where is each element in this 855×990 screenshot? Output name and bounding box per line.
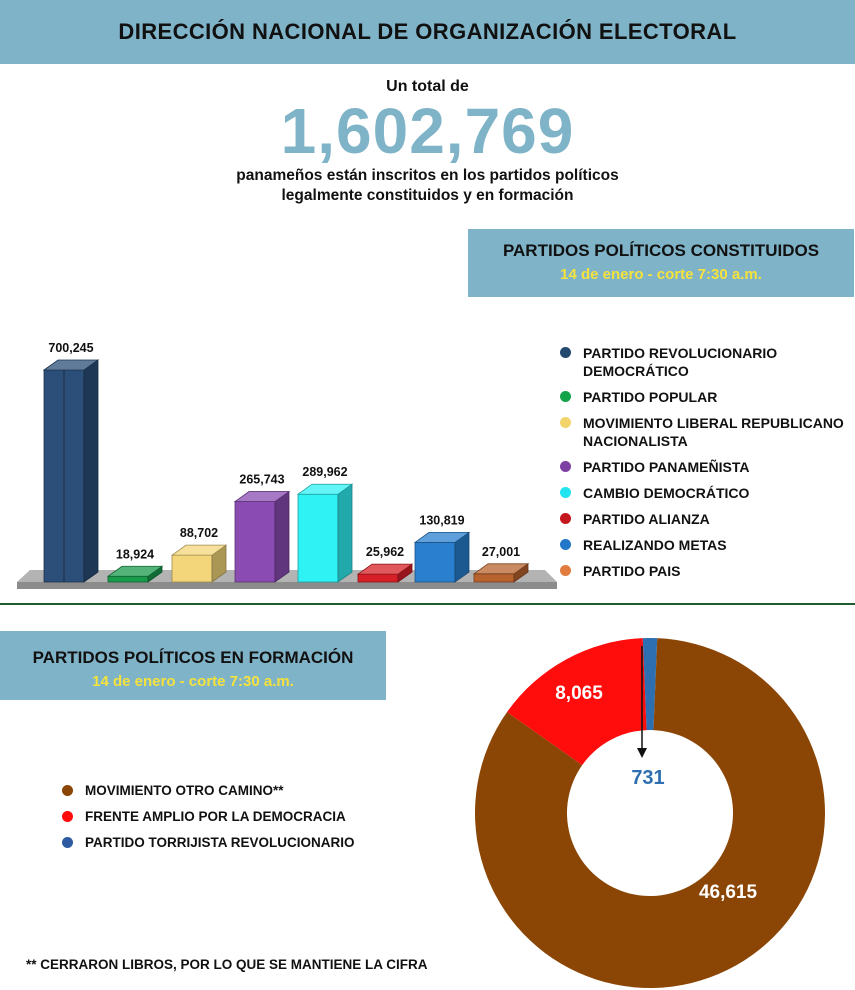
- legend-label: MOVIMIENTO OTRO CAMINO**: [85, 783, 284, 798]
- bar-value-label: 289,962: [302, 465, 348, 480]
- constituidos-legend-item-cambio-democratico: [560, 484, 850, 502]
- constituidos-title-box: [468, 229, 854, 297]
- constituidos-date: 14 de enero - corte 7:30 a.m.: [560, 266, 762, 283]
- total-description-line-2: legalmente constituidos y en formación: [281, 187, 574, 204]
- bar-value-label: 130,819: [419, 513, 465, 528]
- constituidos-legend-item-partido-revolucionario-democratico: [560, 344, 850, 380]
- legend-marker: [62, 811, 73, 822]
- legend-label: MOVIMIENTO LIBERAL REPUBLICANO NACIONALISTA: [583, 415, 844, 449]
- bar-cambio-democratico: [298, 484, 352, 582]
- header-title: DIRECCIÓN NACIONAL DE ORGANIZACIÓN ELECTORAL: [118, 19, 737, 44]
- bar-partido-panamenista: [235, 492, 289, 582]
- bar-partido-revolucionario-democratico: [44, 360, 98, 582]
- legend-marker: [560, 347, 571, 358]
- donut-value-label: 8,065: [555, 683, 603, 704]
- legend-marker: [560, 391, 571, 402]
- legend-label: PARTIDO POPULAR: [583, 389, 718, 405]
- bar-value-label: 265,743: [239, 472, 285, 487]
- formacion-legend-item-movimiento-otro-camino: [62, 782, 422, 800]
- bar-value-label: 25,962: [365, 545, 405, 560]
- legend-marker: [62, 785, 73, 796]
- footnote: ** CERRARON LIBROS, POR LO QUE SE MANTIENE LA CIFRA: [26, 957, 428, 972]
- constituidos-legend-item-partido-popular: [560, 388, 850, 406]
- legend-marker: [62, 837, 73, 848]
- formacion-date: 14 de enero - corte 7:30 a.m.: [92, 673, 294, 690]
- constituidos-title: PARTIDOS POLÍTICOS CONSTITUIDOS: [502, 241, 820, 260]
- constituidos-legend-item-realizando-metas: [560, 536, 850, 554]
- constituidos-legend-item-partido-pais: [560, 562, 850, 580]
- header-banner: [0, 0, 855, 64]
- bar-value-label: 88,702: [179, 526, 219, 541]
- formacion-donut-chart: [470, 630, 855, 990]
- bar-value-label: 27,001: [481, 544, 521, 559]
- constituidos-legend: [560, 344, 850, 588]
- legend-label: FRENTE AMPLIO POR LA DEMOCRACIA: [85, 809, 346, 824]
- bar-movimiento-liberal-republicano-nacionalista: [172, 545, 226, 582]
- formacion-legend-item-partido-torrijista-revolucionario: [62, 834, 422, 852]
- legend-marker: [560, 513, 571, 524]
- legend-label: REALIZANDO METAS: [583, 537, 727, 553]
- section-divider: [0, 603, 855, 605]
- total-number: 1,602,769: [280, 95, 575, 167]
- constituidos-legend-item-partido-panamenista: [560, 458, 850, 476]
- bar-value-label: 18,924: [115, 547, 155, 562]
- formacion-legend: [62, 782, 422, 860]
- bar-realizando-metas: [415, 532, 469, 582]
- formacion-title: PARTIDOS POLÍTICOS EN FORMACIÓN: [32, 648, 354, 667]
- legend-marker: [560, 565, 571, 576]
- constituidos-bar-chart: [0, 330, 560, 595]
- total-summary: [0, 78, 855, 206]
- legend-marker: [560, 461, 571, 472]
- legend-label: PARTIDO PAIS: [583, 563, 681, 579]
- formacion-legend-item-frente-amplio-por-la-democracia: [62, 808, 422, 826]
- formacion-title-box: [0, 631, 386, 700]
- legend-marker: [560, 417, 571, 428]
- legend-marker: [560, 487, 571, 498]
- constituidos-legend-item-movimiento-liberal-republicano-nacionalista: [560, 414, 850, 450]
- legend-label: CAMBIO DEMOCRÁTICO: [583, 485, 750, 501]
- bar-value-label: 700,245: [48, 341, 94, 355]
- total-prefix: Un total de: [386, 78, 469, 95]
- legend-marker: [560, 539, 571, 550]
- donut-value-label: 731: [631, 767, 665, 789]
- total-description-line-1: panameños están inscritos en los partidos políticos: [236, 167, 619, 184]
- legend-label: PARTIDO REVOLUCIONARIO DEMOCRÁTICO: [583, 345, 778, 379]
- legend-label: PARTIDO PANAMEÑISTA: [583, 459, 750, 475]
- legend-label: PARTIDO TORRIJISTA REVOLUCIONARIO: [85, 835, 355, 850]
- constituidos-legend-item-partido-alianza: [560, 510, 850, 528]
- legend-label: PARTIDO ALIANZA: [583, 511, 710, 527]
- donut-value-label: 46,615: [698, 882, 758, 903]
